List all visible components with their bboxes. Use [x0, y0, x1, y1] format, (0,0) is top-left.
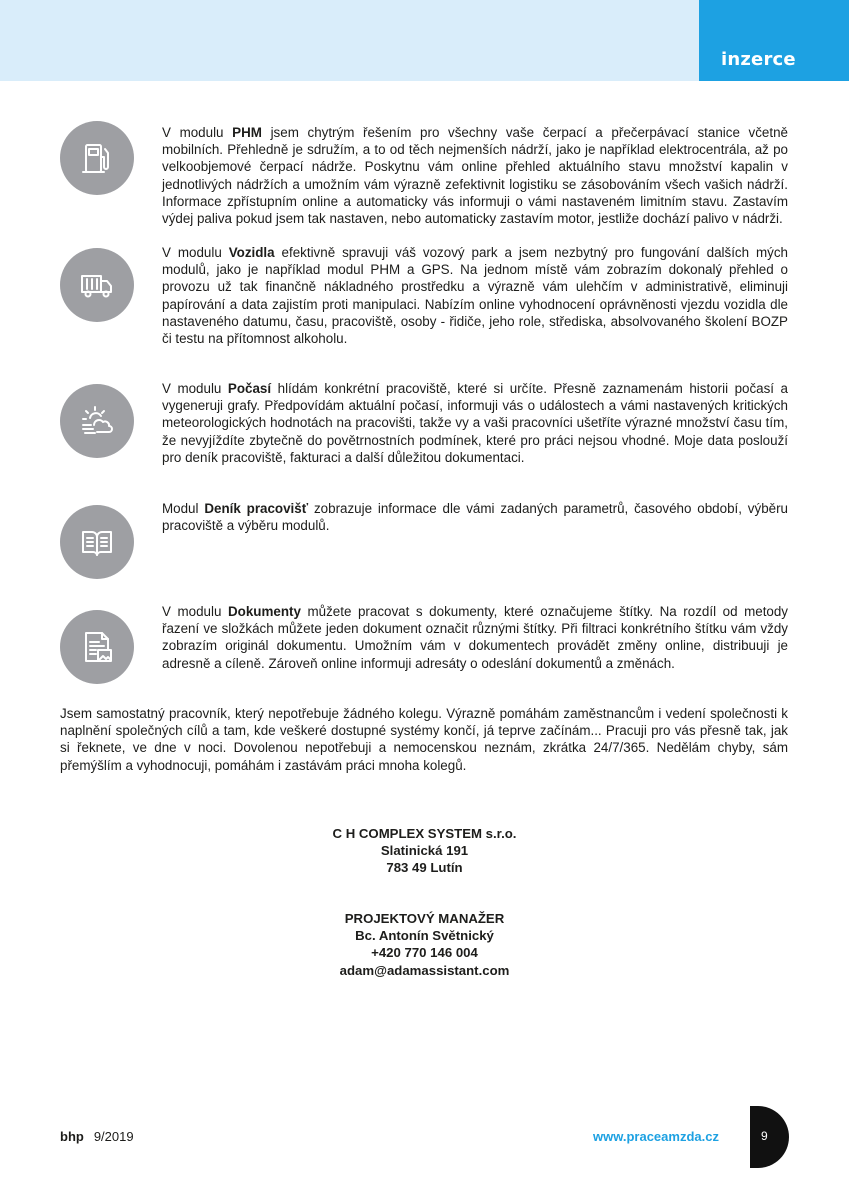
fuel-pump-icon — [60, 121, 134, 195]
weather-icon — [60, 384, 134, 458]
contact-email: adam@adamassistant.com — [339, 962, 510, 978]
company-city: 783 49 Lutín — [386, 860, 463, 876]
module-dokumenty-text — [162, 603, 788, 672]
module-prefix: Modul — [162, 501, 205, 516]
footer-issue: 9/2019 — [93, 1129, 134, 1144]
module-name: Deník pracovišť — [204, 501, 309, 516]
footer-brand: bhp — [60, 1129, 84, 1144]
module-prefix: V modulu — [162, 245, 229, 260]
company-name: C H COMPLEX SYSTEM s.r.o. — [332, 826, 517, 841]
module-denik-text — [162, 500, 788, 534]
company-street: Slatinická 191 — [380, 843, 469, 859]
module-description: zobrazuje informace dle vámi zadaných parametrů, časového období, výběru pracoviště a výběru modulů. — [162, 501, 788, 534]
module-name: PHM — [232, 125, 262, 140]
module-prefix: V modulu — [162, 604, 228, 619]
footer-website-link[interactable]: www.praceamzda.cz — [593, 1129, 719, 1144]
section-tag-label: inzerce — [721, 49, 796, 70]
module-description: hlídám konkrétní pracoviště, které si určíte. Přesně zaznamenám historii počasí a vygeneruji grafy. Předpovídám aktuální počasí, informuji vás o událostech a vámi nastavených kritických meteorologických hodnotách na pracovišti, takže vy a vaši pracovníci ušetříte výrazné množství času tím, že nevyjíždíte zbytečně do povětrnostních podmínek, které pro práci nejsou vhodné. Moje data poslouží pro deník pracoviště, fakturaci a další důležitou dokumentaci. — [162, 381, 789, 465]
module-description: můžete pracovat s dokumenty, které označujeme štítky. Na rozdíl od metody řazení ve složkách můžete jeden dokument označit různými štítky. Při filtraci konkrétního štítku vám vždy zobrazím originál dokumentu. Umožním vám v dokumentech provádět změny online, distribuuji je adresně a cíleně. Zároveň online informuji adresáty o odeslání dokumentů a změnách. — [162, 604, 789, 671]
module-description: jsem chytrým řešením pro všechny vaše čerpací a přečerpávací stanice včetně mobilních. Přehledně je sdružím, a to od těch nejmenších nádrží, jako je například elektrocentrála, až po velkoobjemové čerpací nádrže. Poskytnu vám online přehled aktuálního stavu množství kapalin v jednotlivých nádržích a umožním vám výrazně zefektivnit logistiku se zásobováním všech vašich nádrží. Informace zpřístupním online a automaticky vás informuji o vámi nastaveném limitním stavu. Zastavím výdej paliva pokud jsem tak nastaven, nebo automaticky zastavím motor, jestliže dochází palivo v nádrži. — [162, 125, 788, 227]
open-book-icon — [60, 505, 134, 579]
module-phm-text — [162, 124, 788, 227]
closing-paragraph: Jsem samostatný pracovník, který nepotřebuje žádného kolegu. Výrazně pomáhám zaměstnancům i vedení společnosti k naplnění společných cílů a tam, kde veškeré dostupné systémy končí, já teprve začínám... Pracuji pro vás přesně tak, jak si řeknete, ve dne v noci. Dovolenou nepotřebuji a nemocenskou neznám, zkrátka 24/7/365. Nedělám chyby, sám přemýšlím a vyhodnocuji, pomáhám i zastávám práci mnoha kolegů. — [60, 706, 788, 773]
document-image-icon — [60, 610, 134, 684]
company-address — [0, 825, 849, 877]
module-name: Vozidla — [228, 245, 275, 260]
module-vozidla-text — [162, 244, 788, 347]
contact-person: Bc. Antonín Světnický — [355, 928, 494, 944]
module-description: efektivně spravuji váš vozový park a jsem nezbytný pro fungování dalších mých modulů, jako je například modul PHM a GPS. Na jednom místě vám zobrazím dokonalý přehled o provozu už tak finančně nákladného prostředku a výrazně vám ulehčím v administrativě, eliminuji papírování a data zajistím proti manipulaci. Nabízím online vyhodnocení oprávněnosti vjezdu vozidla dle nastaveného datumu, času, pracoviště, osoby - řidiče, jeho role, střediska, absolvovaného školení BOZP či testu na přítomnost alkoholu. — [162, 245, 788, 347]
truck-icon — [60, 248, 134, 322]
contact-block — [0, 910, 849, 979]
module-name: Počasí — [227, 381, 272, 396]
module-prefix: V modulu — [162, 381, 228, 396]
footer-publication — [60, 1129, 134, 1144]
page-number-tab — [750, 1106, 789, 1168]
section-tag — [699, 0, 849, 81]
module-prefix: V modulu — [162, 125, 233, 140]
contact-phone: +420 770 146 004 — [371, 945, 478, 961]
module-pocasi-text — [162, 380, 788, 466]
module-name: Dokumenty — [228, 604, 301, 619]
contact-role: PROJEKTOVÝ MANAŽER — [344, 911, 505, 926]
page-number: 9 — [761, 1129, 768, 1143]
